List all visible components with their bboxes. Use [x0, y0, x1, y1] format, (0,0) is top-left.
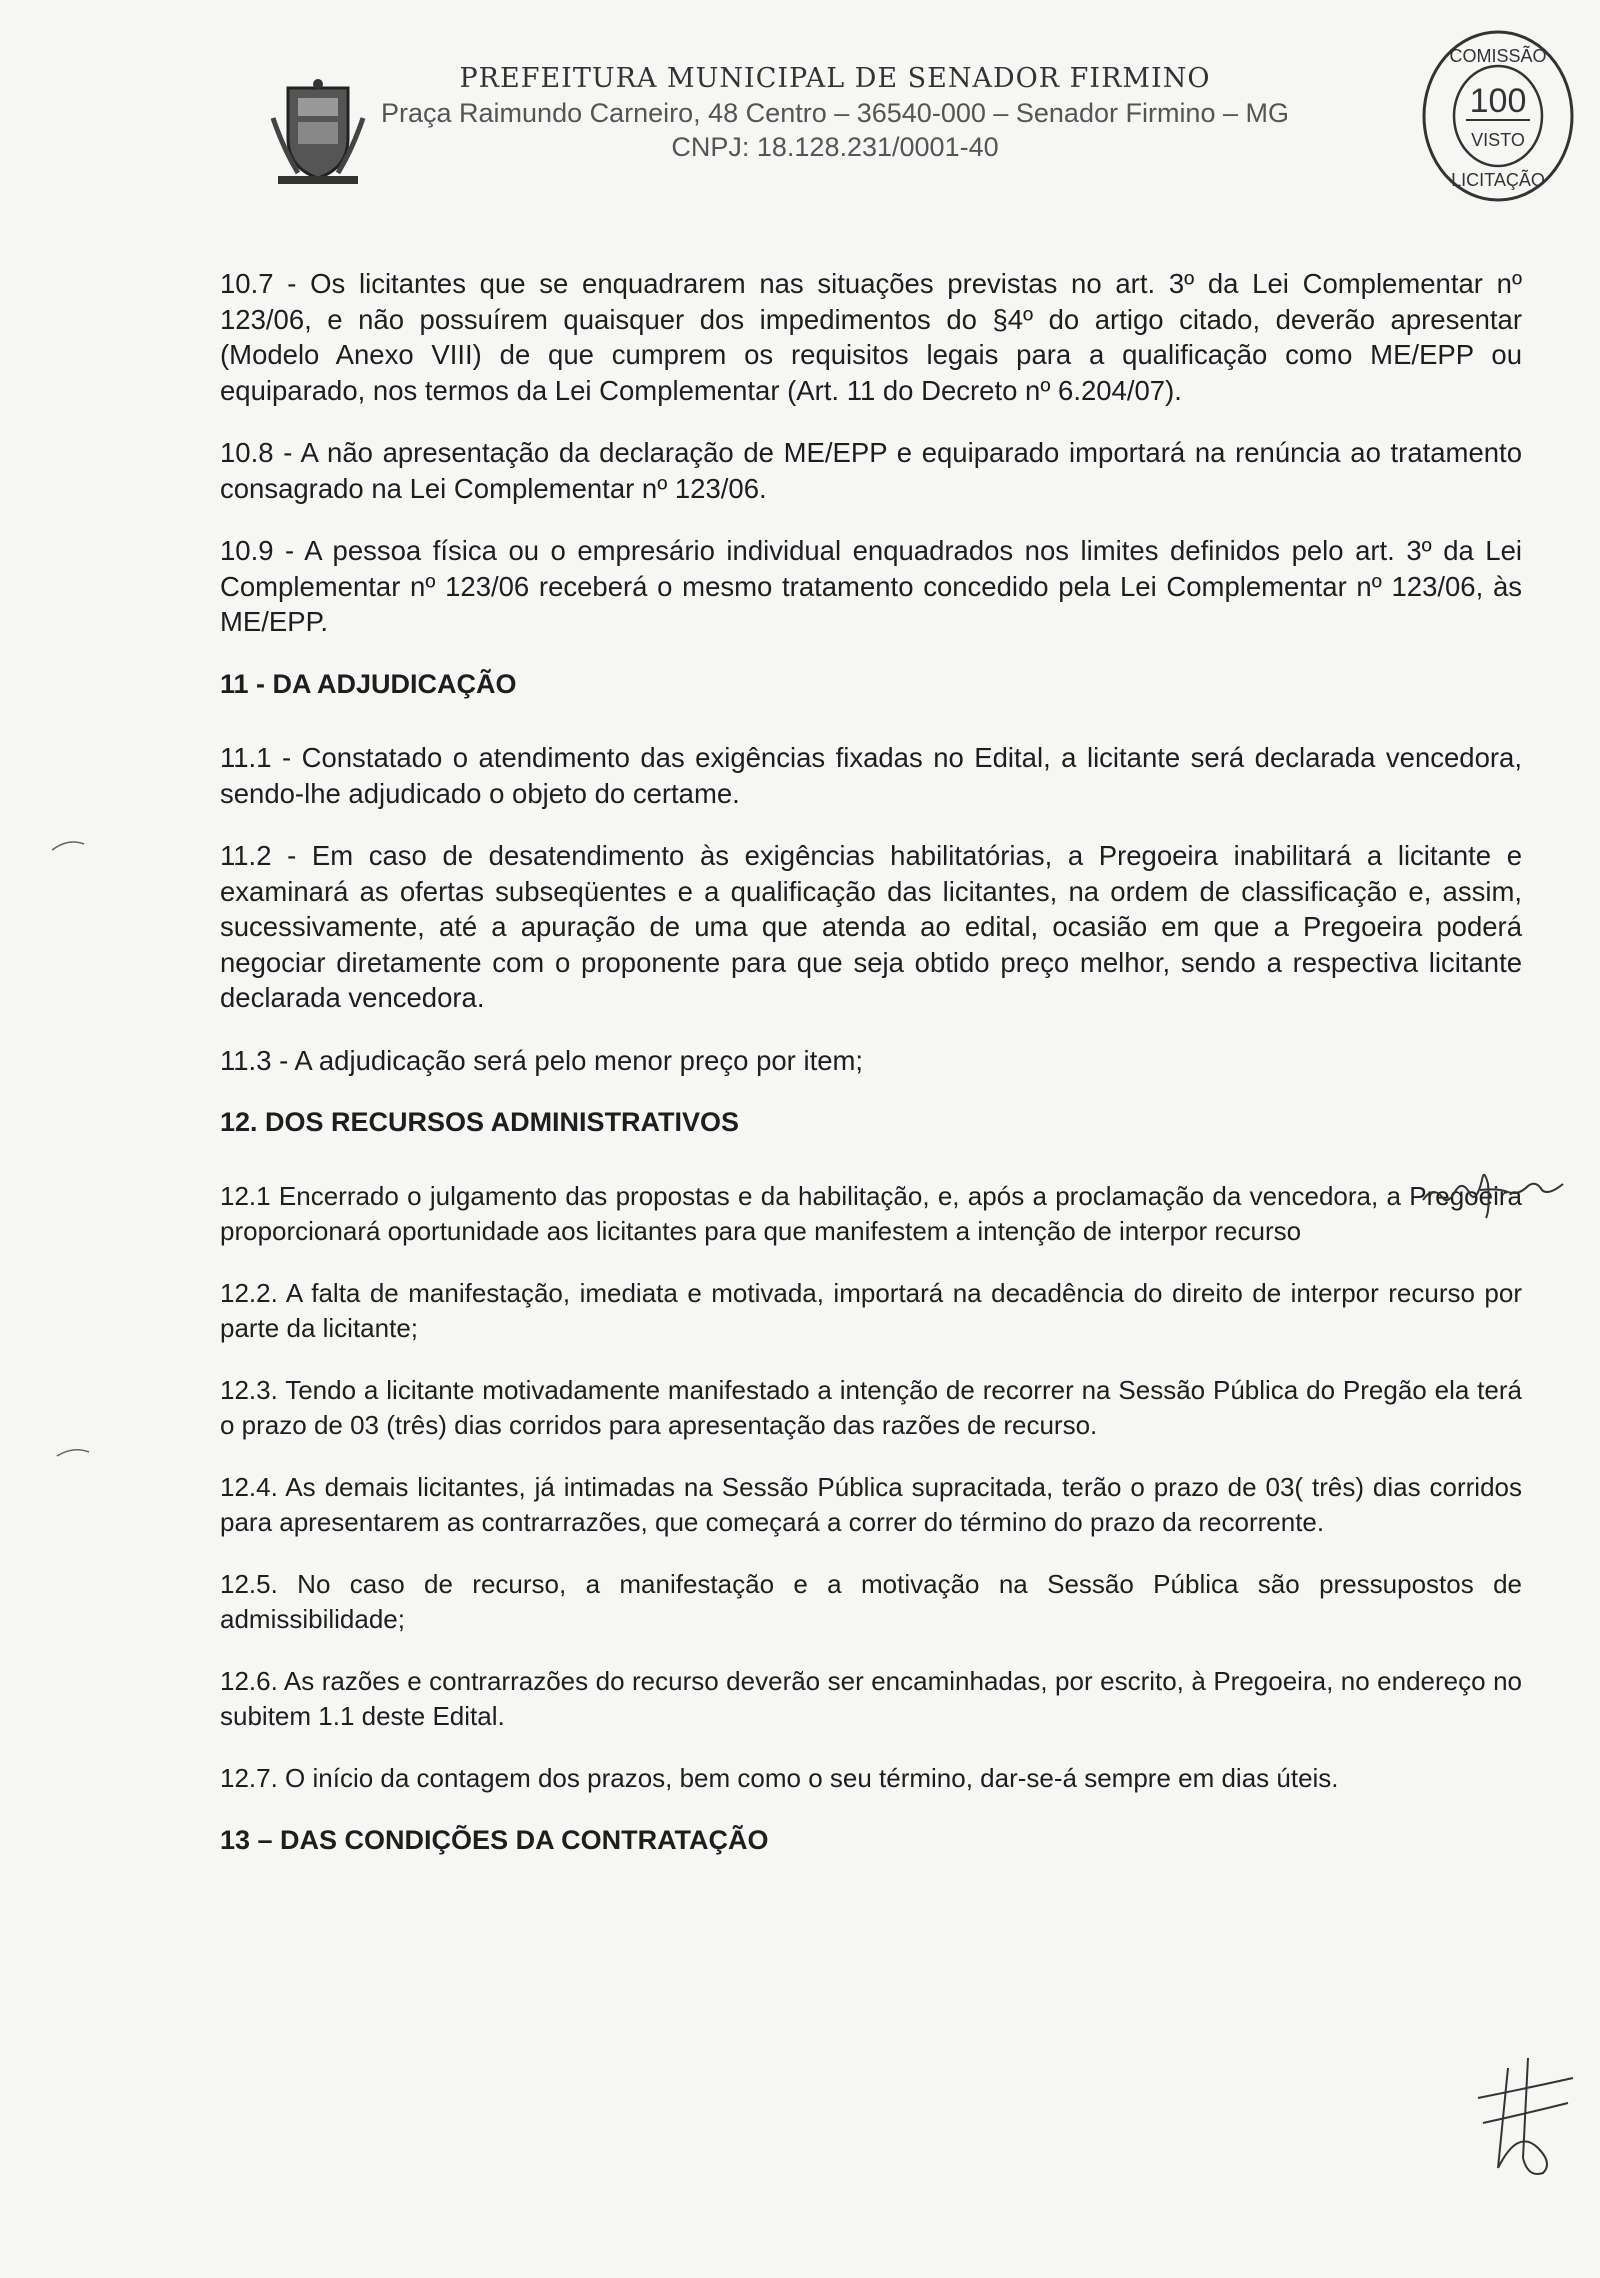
document-body	[220, 266, 1522, 1896]
heading-13: 13 – DAS CONDIÇÕES DA CONTRATAÇÃO	[220, 1824, 769, 1855]
letterhead-cnpj: CNPJ: 18.128.231/0001-40	[671, 132, 999, 162]
paragraph-12-5: 12.5. No caso de recurso, a manifestação e a motivação na Sessão Pública são pressupostos de admissibilidade;	[220, 1568, 1522, 1634]
stamp-top-text: COMISSÃO	[1449, 46, 1547, 66]
paragraph-12-3: 12.3. Tendo a licitante motivadamente manifestado a intenção de recorrer na Sessão Pública do Pregão ela terá o prazo de 03 (três) dias corridos para apresentação das razões de recurso.	[220, 1374, 1522, 1440]
stamp-bottom-text: LICITAÇÃO	[1451, 170, 1545, 190]
margin-mark	[55, 1446, 91, 1460]
heading-11: 11 - DA ADJUDICAÇÃO	[220, 668, 517, 699]
paragraph-12-4: 12.4. As demais licitantes, já intimadas na Sessão Pública supracitada, terão o prazo de 03( três) dias corridos para apresentarem as contrarrazões, que começará a correr do término do prazo da recorrente.	[220, 1471, 1522, 1537]
paragraph-11-3: 11.3 - A adjudicação será pelo menor preço por item;	[220, 1044, 864, 1076]
stamp-number: 100	[1469, 82, 1527, 120]
paragraph-12-1: 12.1 Encerrado o julgamento das propostas e da habilitação, e, após a proclamação da vencedora, a Pregoeira proporcionará oportunidade aos licitantes para que manifestem a intenção de interpor recurso	[220, 1180, 1522, 1246]
letterhead-title: PREFEITURA MUNICIPAL DE SENADOR FIRMINO	[459, 63, 1211, 94]
letterhead-address: Praça Raimundo Carneiro, 48 Centro – 36540-000 – Senador Firmino – MG	[381, 98, 1289, 128]
handwritten-signature	[1468, 2048, 1578, 2178]
heading-12: 12. DOS RECURSOS ADMINISTRATIVOS	[220, 1107, 740, 1137]
paragraph-10-9: 10.9 - A pessoa física ou o empresário individual enquadrados nos limites definidos pelo art. 3º da Lei Complementar nº 123/06 receberá o mesmo tratamento concedido pela Lei Complementar nº 123/06, às ME/EPP.	[220, 535, 1522, 637]
letterhead	[270, 62, 1400, 164]
paragraph-11-1: 11.1 - Constatado o atendimento das exigências fixadas no Edital, a licitante será declarada vencedora, sendo-lhe adjudicado o objeto do certame.	[220, 742, 1522, 809]
stamp-middle-text: VISTO	[1471, 130, 1525, 150]
margin-mark	[50, 838, 86, 852]
paragraph-11-2: 11.2 - Em caso de desatendimento às exigências habilitatórias, a Pregoeira inabilitará a licitante e examinará as ofertas subseqüentes e a qualificação das licitantes, na ordem de classificação e, assim, sucessivamente, até a apuração de uma que atenda ao edital, ocasião em que a Pregoeira poderá negociar diretamente com o proponente para que seja obtido preço melhor, sendo a respectiva licitante declarada vencedora.	[220, 840, 1522, 1013]
paragraph-10-7: 10.7 - Os licitantes que se enquadrarem nas situações previstas no art. 3º da Lei Complementar nº 123/06, e não possuírem quaisquer dos impedimentos do §4º do artigo citado, deverão apresentar (Modelo Anexo VIII) de que cumprem os requisitos legais para a qualificação como ME/EPP ou equiparado, nos termos da Lei Complementar (Art. 11 do Decreto nº 6.204/07).	[220, 268, 1522, 406]
paragraph-10-8: 10.8 - A não apresentação da declaração de ME/EPP e equiparado importará na renúncia ao tratamento consagrado na Lei Complementar nº 123/06.	[220, 437, 1522, 504]
paragraph-12-6: 12.6. As razões e contrarrazões do recurso deverão ser encaminhadas, por escrito, à Pregoeira, no endereço no subitem 1.1 deste Edital.	[220, 1665, 1522, 1731]
paragraph-12-7: 12.7. O início da contagem dos prazos, bem como o seu término, dar-se-á sempre em dias úteis.	[220, 1762, 1339, 1793]
commission-stamp	[1418, 26, 1578, 206]
paragraph-12-2: 12.2. A falta de manifestação, imediata e motivada, importará na decadência do direito de interpor recurso por parte da licitante;	[220, 1277, 1522, 1343]
handwritten-initials-signature	[1418, 1160, 1568, 1220]
